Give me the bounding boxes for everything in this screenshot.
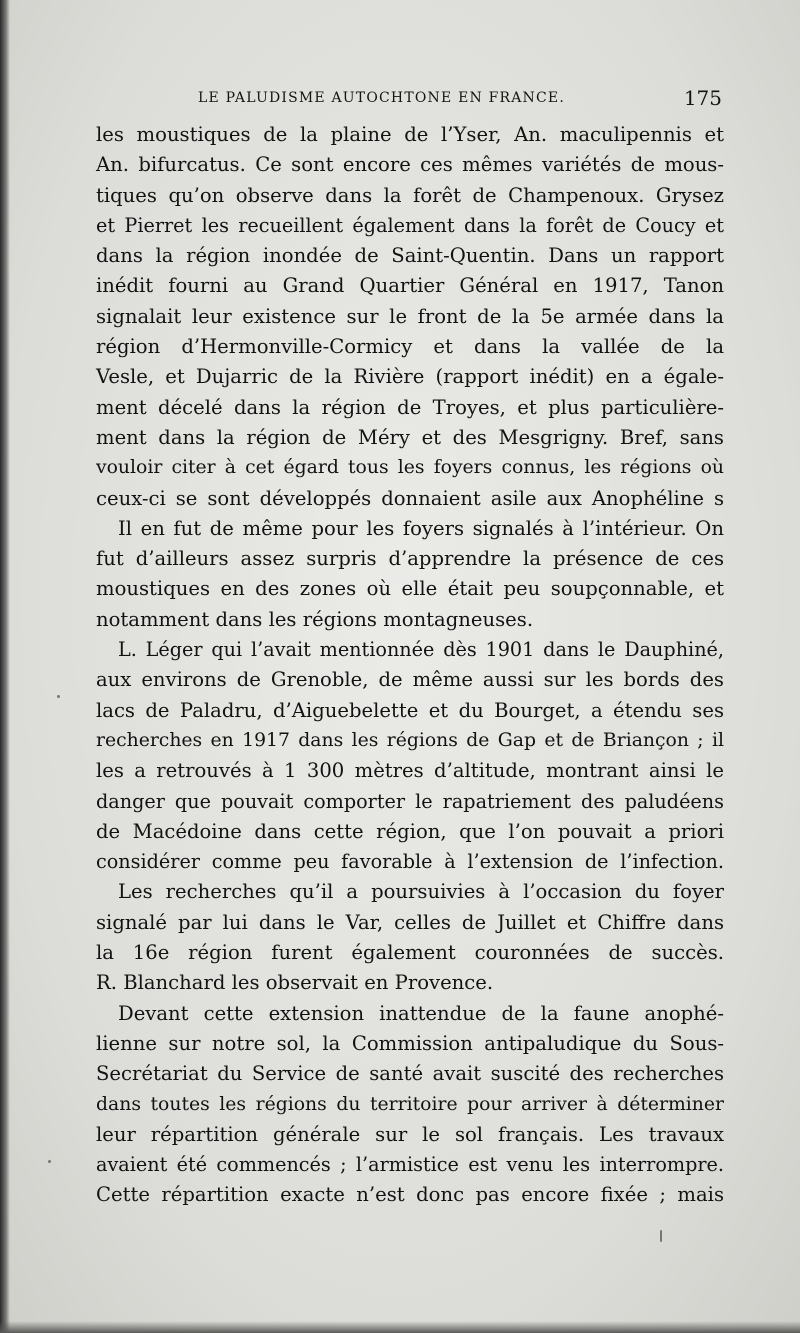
text-line: fut d’ailleurs assez surpris d’apprendre la présence de ces (96, 547, 724, 571)
text-line: dans la région inondée de Saint-Quentin. Dans un rapport (96, 244, 724, 268)
text-line: inédit fourni au Grand Quartier Général en 1917, Tanon (96, 274, 724, 298)
text-line: ceux-ci se sont développés donnaient asile aux Anophéline s (96, 486, 724, 510)
text-line: vouloir citer à cet égard tous les foyers connus, les régions où (96, 457, 724, 479)
text-line: aux environs de Grenoble, de même aussi sur les bords des (96, 668, 724, 692)
text-line: la 16e région furent également couronnées de succès. (96, 941, 724, 965)
text-line: de Macédoine dans cette région, que l’on pouvait a priori (96, 819, 724, 843)
text-line: Les recherches qu’il a poursuivies à l’occasion du foyer (118, 880, 724, 904)
text-line: notamment dans les régions montagneuses. (96, 607, 534, 631)
text-line: leur répartition générale sur le sol français. Les travaux (96, 1122, 724, 1146)
text-line: région d’Hermonville-Cormicy et dans la vallée de la (96, 335, 724, 359)
text-line: les a retrouvés à 1 300 mètres d’altitude, montrant ainsi le (96, 759, 724, 783)
text-line: Secrétariat du Service de santé avait suscité des recherches (96, 1062, 724, 1086)
text-line: ment décelé dans la région de Troyes, et plus particulière- (96, 395, 724, 419)
text-line: ment dans la région de Méry et des Mesgrigny. Bref, sans (96, 425, 724, 449)
running-title: LE PALUDISME AUTOCHTONE EN FRANCE. (198, 90, 565, 106)
text-line: An. bifurcatus. Ce sont encore ces mêmes variétés de mous- (96, 153, 724, 177)
text-line: tiques qu’on observe dans la forêt de Champenoux. Grysez (96, 183, 724, 207)
text-line: considérer comme peu favorable à l’extension de l’infection. (96, 850, 724, 874)
text-line: Cette répartition exacte n’est donc pas encore fixée ; mais (96, 1183, 724, 1207)
scan-speck (57, 695, 60, 698)
page-left-edge-shadow (0, 0, 10, 1333)
scan-speck (660, 1230, 662, 1242)
text-line: signalé par lui dans le Var, celles de Juillet et Chiffre dans (96, 910, 724, 934)
text-line: R. Blanchard les observait en Provence. (96, 971, 494, 995)
text-line: les moustiques de la plaine de l’Yser, An. maculipennis et (96, 123, 724, 146)
text-line: signalait leur existence sur le front de la 5e armée dans la (96, 304, 724, 328)
text-line: dans toutes les régions du territoire pour arriver à déterminer (96, 1093, 724, 1115)
text-line: Devant cette extension inattendue de la faune anophé- (118, 1001, 724, 1025)
text-line: et Pierret les recueillent également dans la forêt de Coucy et (96, 213, 724, 237)
text-line: avaient été commencés ; l’armistice est venu les interrompre. (96, 1153, 724, 1177)
page-number: 175 (683, 86, 722, 110)
text-line: moustiques en des zones où elle était peu soupçonnable, et (96, 577, 724, 601)
text-line: danger que pouvait comporter le rapatriement des paludéens (96, 789, 724, 813)
page-header (96, 86, 724, 116)
text-line: Il en fut de même pour les foyers signalés à l’intérieur. On (118, 516, 724, 540)
text-line: L. Léger qui l’avait mentionnée dès 1901 dans le Dauphiné, (118, 638, 724, 662)
text-line: Vesle, et Dujarric de la Rivière (rapport inédit) en a égale- (96, 365, 724, 389)
text-line: lacs de Paladru, d’Aiguebelette et du Bourget, a étendu ses (96, 698, 724, 722)
page-bottom-edge-shadow (0, 1321, 800, 1333)
text-line: recherches en 1917 dans les régions de Gap et de Briançon ; il (96, 729, 724, 751)
text-line: lienne sur notre sol, la Commission antipaludique du Sous- (96, 1031, 724, 1055)
body-text (96, 120, 724, 1211)
scan-speck (48, 1160, 51, 1163)
